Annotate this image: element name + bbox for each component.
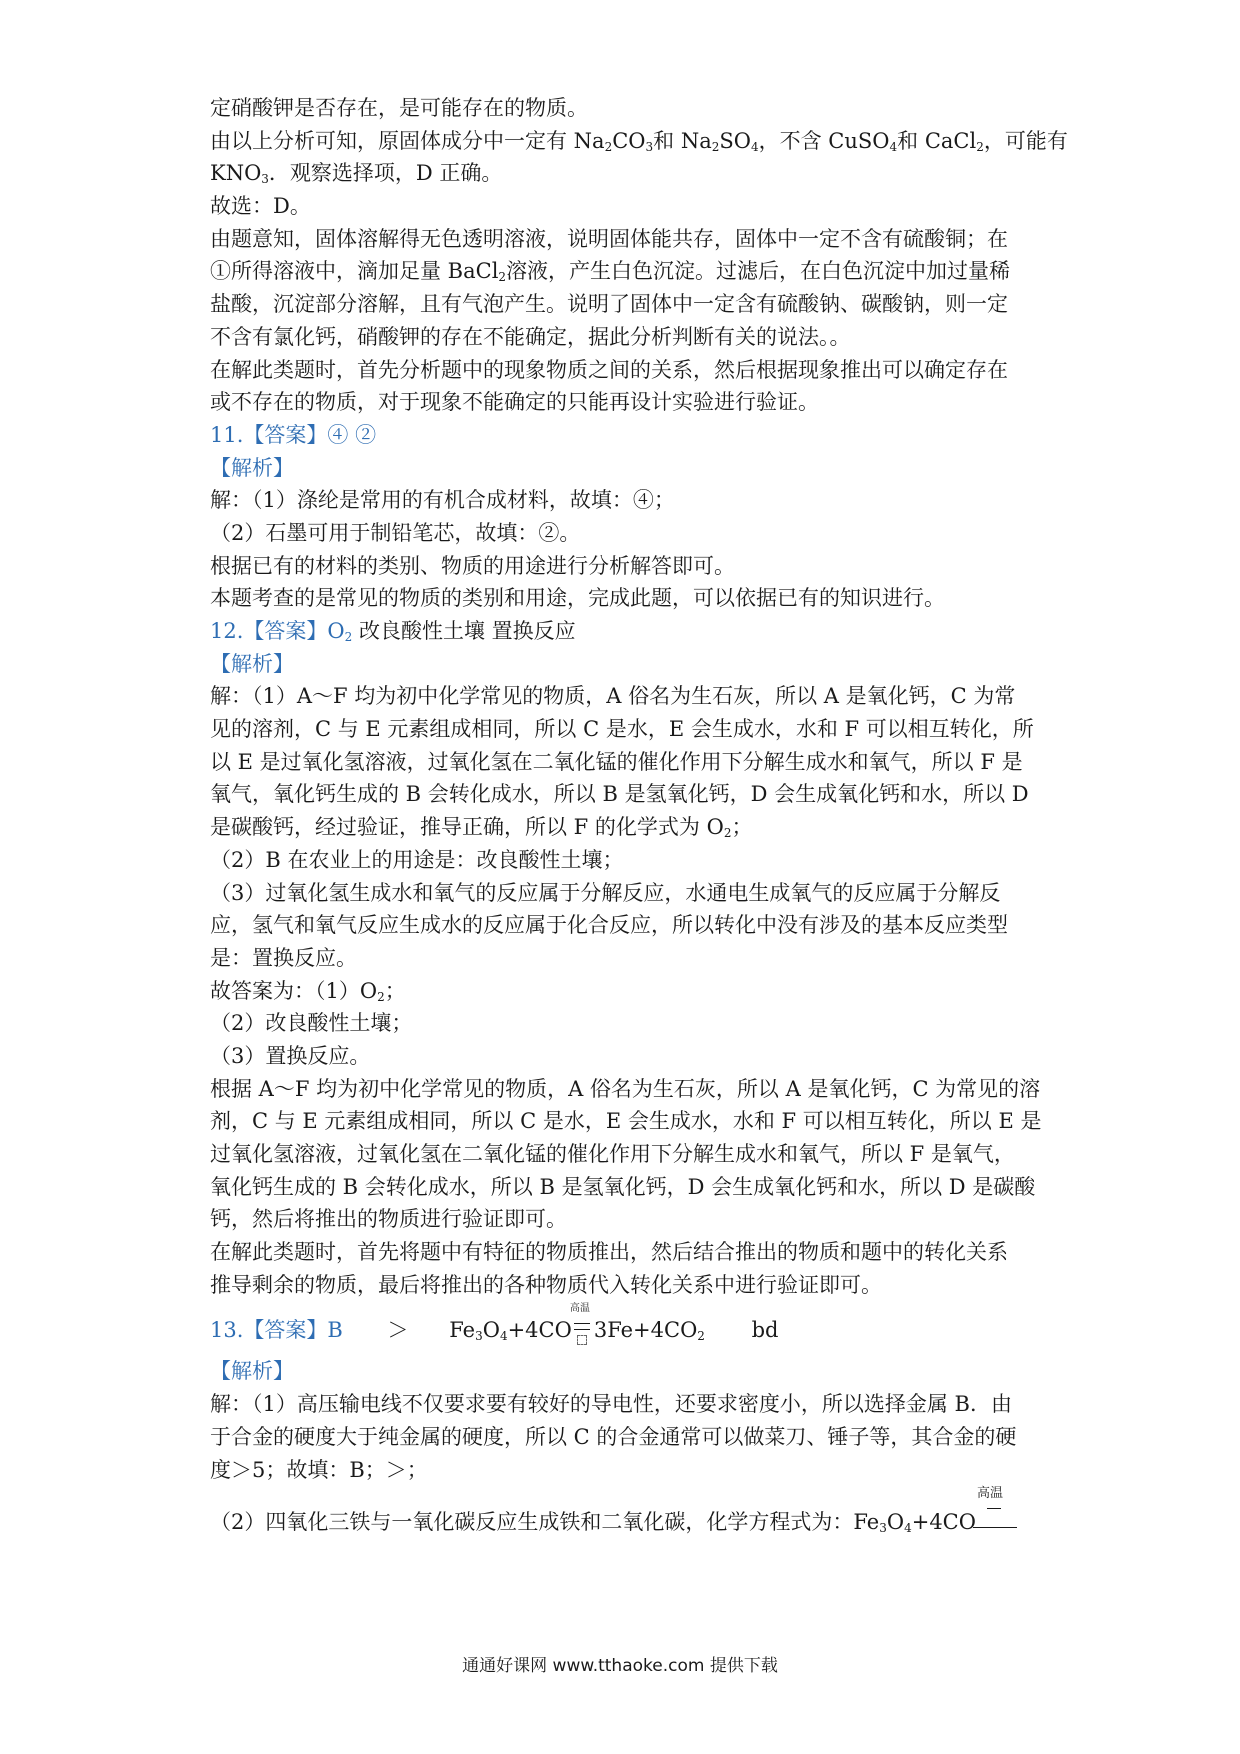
text-line: 以 E 是过氧化氢溶液，过氧化氢在二氧化锰的催化作用下分解生成水和氧气，所以 F 是: [210, 749, 1023, 774]
text-line: 氧气，氧化钙生成的 B 会转化成水，所以 B 是氢氧化钙，D 会生成氧化钙和水，所以 D: [210, 782, 1029, 807]
analysis-heading: 【解析】: [210, 1359, 294, 1384]
text-line: 应，氢气和氧气反应生成水的反应属于化合反应，所以转化中没有涉及的基本反应类型: [210, 913, 1008, 938]
answer-options: bd: [751, 1318, 779, 1343]
text-line: （2）B 在农业上的用途是：改良酸性土壤；: [210, 847, 624, 872]
chemical-equation: $Fe_3O_4+4CO$: [449, 1318, 572, 1344]
chemical-equation-rhs: $3Fe+4CO_2$: [593, 1318, 705, 1344]
text-line: ①所得溶液中，滴加足量 BaCl$_2$溶液，产生白色沉淀。过滤后，在白色沉淀中加过量稀: [210, 259, 1011, 285]
text-line: 度＞5；故填：B；＞；: [210, 1457, 428, 1482]
text-line: 根据已有的材料的类别、物质的用途进行分析解答即可。: [210, 553, 735, 578]
text-line: 剂，C 与 E 元素组成相同，所以 C 是水，E 会生成水，水和 F 可以相互转化，所以 E 是: [210, 1109, 1042, 1134]
text-line: 在解此类题时，首先分析题中的现象物质之间的关系，然后根据现象推出可以确定存在: [210, 357, 1008, 382]
text-line: 解：（1）高压输电线不仅要求要有较好的导电性，还要求密度小，所以选择金属 B．由: [210, 1392, 1012, 1417]
reaction-condition: 高温: [973, 1486, 1017, 1536]
page-footer: 通通好课网 www.tthaoke.com 提供下载: [462, 1656, 778, 1676]
text-line: 盐酸，沉淀部分溶解，且有气泡产生。说明了固体中一定含有硫酸钠、碳酸钠，则一定: [210, 292, 1008, 317]
text-line: （2）改良酸性土壤；: [210, 1011, 413, 1036]
answer-heading-13: 13.【答案】$B > Fe_3O_4+4CO$ 高温 $3Fe+4CO_2$ bd: [210, 1311, 1050, 1349]
text-line: 本题考查的是常见的物质的类别和用途，完成此题，可以依据已有的知识进行。: [210, 586, 945, 611]
text-line: 解：（1）A～F 均为初中化学常见的物质，A 俗名为生石灰，所以 A 是氧化钙，C 为常: [210, 684, 1016, 709]
text-line: 氧化钙生成的 B 会转化成水，所以 B 是氢氧化钙，D 会生成氧化钙和水，所以 D 是碳酸: [210, 1174, 1036, 1199]
analysis-heading: 【解析】: [210, 651, 294, 676]
text-line: 或不存在的物质，对于现象不能确定的只能再设计实验进行验证。: [210, 390, 819, 415]
text-line: （2）四氧化三铁与一氧化碳反应生成铁和二氧化碳，化学方程式为：$Fe_3O_4+4CO$ 高温: [210, 1486, 1050, 1546]
text-line: 故选：D。: [210, 194, 311, 219]
text-line: （3）过氧化氢生成水和氧气的反应属于分解反应，水通电生成氧气的反应属于分解反: [210, 880, 1001, 905]
text-line: 钙，然后将推出的物质进行验证即可。: [210, 1207, 567, 1232]
analysis-heading: 【解析】: [210, 455, 294, 480]
text-line: 于合金的硬度大于纯金属的硬度，所以 C 的合金通常可以做菜刀、锤子等，其合金的硬: [210, 1424, 1017, 1449]
text-line: 过氧化氢溶液，过氧化氢在二氧化锰的催化作用下分解生成水和氧气，所以 F 是氧气，: [210, 1142, 1015, 1166]
text-line: 根据 A～F 均为初中化学常见的物质，A 俗名为生石灰，所以 A 是氧化钙，C 为常见的溶: [210, 1076, 1041, 1101]
document-body: [210, 92, 1068, 1546]
answer-heading-12: 12.【答案】$O_2$ 改良酸性土壤 置换反应: [210, 619, 576, 644]
text-line: 故答案为：$(1)O_2$；: [210, 978, 406, 1004]
text-line: 是碳酸钙，经过验证，推导正确，所以 F 的化学式为 $O_2$；: [210, 815, 753, 841]
text-line: 解：（1）涤纶是常用的有机合成材料，故填：④；: [210, 488, 675, 513]
text-line: 是：置换反应。: [210, 945, 357, 970]
text-line: 推导剩余的物质，最后将推出的各种物质代入转化关系中进行验证即可。: [210, 1272, 882, 1297]
text-line: $KNO_3$．观察选择项，D 正确。: [210, 161, 503, 187]
text-line: 由以上分析可知，原固体成分中一定有 $Na_2CO_3$和 $Na_2SO_4$，不含 CuSO$_4$和 CaCl$_2$，可能有: [210, 128, 1068, 154]
text-line: 不含有氯化钙，硝酸钾的存在不能确定，据此分析判断有关的说法。。: [210, 324, 851, 349]
text-line: （2）石墨可用于制铅笔芯，故填：②。: [210, 520, 581, 545]
text-line: 见的溶剂，C 与 E 元素组成相同，所以 C 是水，E 会生成水，水和 F 可以相互转化，所: [210, 717, 1034, 742]
reaction-condition: 高温: [572, 1311, 594, 1349]
text-line: 定硝酸钾是否存在，是可能存在的物质。: [210, 96, 588, 120]
text-line: 在解此类题时，首先将题中有特征的物质推出，然后结合推出的物质和题中的转化关系: [210, 1240, 1008, 1265]
text-line: 由题意知，固体溶解得无色透明溶液，说明固体能共存，固体中一定不含有硫酸铜；在: [210, 226, 1008, 251]
text-line: （3）置换反应。: [210, 1043, 371, 1068]
greater-than-sign: ＞: [387, 1318, 409, 1343]
answer-heading-11: 11.【答案】④ ②: [210, 422, 377, 447]
